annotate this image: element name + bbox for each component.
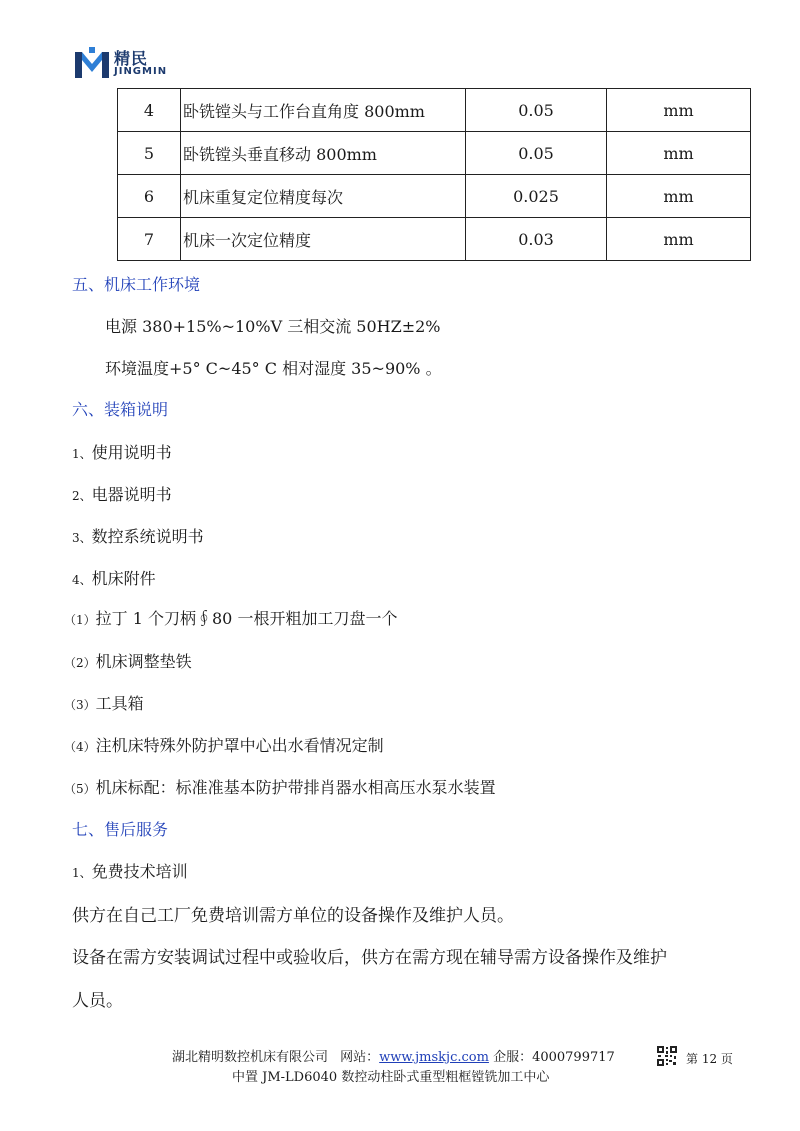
sub-list-item-text: 拉丁 1 个刀柄∮80 一根开粗加工刀盘一个 [95, 609, 398, 628]
footer-contact [172, 1046, 615, 1065]
row-unit: mm [607, 175, 751, 218]
sub-list-item-text: 机床调整垫铁 [95, 652, 192, 671]
list-item-number: 1、 [72, 447, 92, 461]
row-value: 0.05 [466, 132, 607, 175]
list-item-number: 2、 [72, 489, 92, 503]
sub-list-item-text: 机床标配：标准准基本防护带排肖器水相高压水泵水装置 [95, 778, 496, 797]
sub-list-item-number: （3） [64, 698, 96, 712]
list-item [72, 524, 204, 547]
page-number: 第 12 页 [686, 1052, 733, 1066]
row-item: 机床重复定位精度每次 [181, 175, 466, 218]
row-number: 4 [118, 89, 181, 132]
sub-list-item-number: （2） [64, 656, 96, 670]
row-unit: mm [607, 132, 751, 175]
logo-text-cn: 精民 [114, 49, 149, 68]
row-unit: mm [607, 89, 751, 132]
footer-company: 湖北精明数控机床有限公司 [172, 1050, 329, 1065]
footer-site-link[interactable]: www.jmskjc.com [379, 1050, 489, 1065]
row-item: 卧铣镗头垂直移动 800mm [181, 132, 466, 175]
power-supply-text: 电源 380+15%~10%V 三相交流 50HZ±2% [105, 317, 441, 336]
table-row [118, 218, 751, 261]
list-item-number: 3、 [72, 531, 92, 545]
list-item-text: 电器说明书 [91, 485, 172, 504]
list-item-number: 1、 [72, 866, 92, 880]
sub-list-item [64, 606, 397, 629]
sub-list-item-number: （5） [64, 782, 96, 796]
list-item [72, 440, 172, 463]
accuracy-table [117, 88, 751, 261]
row-value: 0.03 [466, 218, 607, 261]
logo-text-en: JINGMIN [114, 66, 168, 77]
row-value: 0.025 [466, 175, 607, 218]
list-item [72, 566, 156, 589]
sub-list-item-text: 工具箱 [95, 694, 144, 713]
section-heading-environment: 五、机床工作环境 [72, 275, 201, 294]
sub-list-item-number: （1） [64, 613, 96, 627]
footer-product: 中置 JM-LD6040 数控动柱卧式重型粗框镗铣加工中心 [232, 1070, 550, 1085]
list-item-text: 数控系统说明书 [91, 527, 204, 546]
list-item [72, 482, 172, 505]
list-item-number: 4、 [72, 573, 92, 587]
environment-text: 环境温度+5° C~45° C 相对湿度 35~90% 。 [105, 359, 442, 378]
row-unit: mm [607, 218, 751, 261]
company-logo [74, 44, 174, 84]
row-value: 0.05 [466, 89, 607, 132]
sub-list-item [64, 775, 496, 798]
footer-site-label: 网站： [340, 1050, 380, 1065]
list-item-text: 机床附件 [91, 569, 156, 588]
list-item-text: 免费技术培训 [91, 862, 188, 881]
row-item: 机床一次定位精度 [181, 218, 466, 261]
sub-list-item [64, 649, 192, 672]
table-row [118, 175, 751, 218]
table-row [118, 89, 751, 132]
sub-list-item [64, 691, 144, 714]
support-paragraph-line2: 人员。 [72, 991, 123, 1011]
support-paragraph-line1: 设备在需方安装调试过程中或验收后，供方在需方现在辅导需方设备操作及维护 [72, 948, 667, 968]
section-heading-after-sales: 七、售后服务 [72, 820, 169, 839]
qr-code-icon [657, 1046, 677, 1066]
sub-list-item [64, 733, 384, 756]
footer-service: 企服：4000799717 [493, 1050, 615, 1065]
section-heading-packing: 六、装箱说明 [72, 400, 169, 419]
sub-list-item-text: 注机床特殊外防护罩中心出水看情况定制 [95, 736, 384, 755]
list-item [72, 859, 188, 882]
row-item: 卧铣镗头与工作台直角度 800mm [181, 89, 466, 132]
row-number: 6 [118, 175, 181, 218]
table-row [118, 132, 751, 175]
training-paragraph: 供方在自己工厂免费培训需方单位的设备操作及维护人员。 [72, 906, 514, 926]
row-number: 7 [118, 218, 181, 261]
row-number: 5 [118, 132, 181, 175]
logo-mark-icon [74, 46, 110, 80]
sub-list-item-number: （4） [64, 740, 96, 754]
list-item-text: 使用说明书 [91, 443, 172, 462]
